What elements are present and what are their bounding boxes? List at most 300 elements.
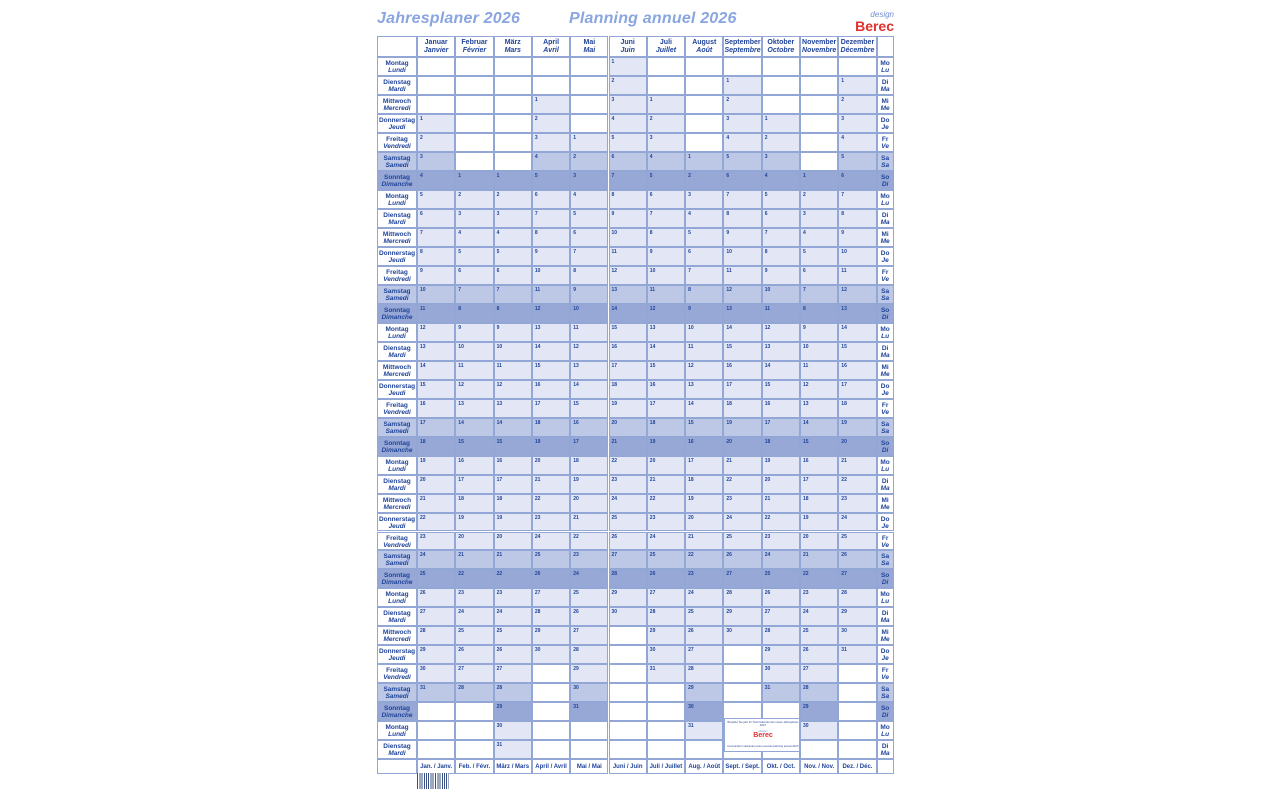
day-cell bbox=[685, 228, 723, 247]
day-number: 26 bbox=[688, 628, 694, 635]
empty-cell bbox=[647, 702, 685, 721]
day-number: 14 bbox=[764, 362, 771, 369]
day-cell bbox=[762, 626, 800, 645]
month-footer bbox=[685, 759, 723, 774]
day-number: 7 bbox=[803, 286, 806, 293]
day-cell bbox=[532, 475, 570, 494]
day-number: 19 bbox=[458, 514, 464, 521]
day-cell bbox=[647, 323, 685, 342]
weekday-german: Mittwoch bbox=[382, 230, 412, 238]
day-cell bbox=[647, 532, 685, 551]
day-number: 31 bbox=[649, 666, 656, 673]
day-number: 9 bbox=[688, 305, 691, 312]
weekday-short-german: Mo bbox=[880, 60, 890, 67]
weekday-short-german: Sa bbox=[881, 686, 890, 694]
day-cell bbox=[685, 361, 723, 380]
day-number: 16 bbox=[534, 381, 541, 388]
day-cell bbox=[762, 228, 800, 247]
weekday-label-left bbox=[377, 133, 417, 152]
weekday-label-left bbox=[377, 399, 417, 418]
day-cell bbox=[532, 247, 570, 266]
day-cell bbox=[609, 57, 647, 76]
weekday-german: Samstag bbox=[383, 154, 411, 162]
day-cell bbox=[494, 190, 532, 209]
day-number: 13 bbox=[496, 400, 503, 407]
day-number: 7 bbox=[688, 267, 691, 274]
day-cell bbox=[762, 152, 800, 171]
day-number: 2 bbox=[764, 134, 768, 141]
day-number: 6 bbox=[726, 172, 730, 179]
day-cell bbox=[762, 475, 800, 494]
day-cell bbox=[685, 513, 723, 532]
weekday-german: Freitag bbox=[386, 667, 408, 675]
weekday-short-french: Me bbox=[880, 636, 890, 644]
day-cell bbox=[494, 380, 532, 399]
day-number: 15 bbox=[534, 362, 541, 369]
weekday-short-french: Je bbox=[881, 123, 889, 131]
day-cell bbox=[838, 437, 876, 456]
empty-cell bbox=[570, 76, 608, 95]
weekday-label-left bbox=[377, 607, 417, 626]
day-number: 14 bbox=[611, 305, 618, 312]
day-cell bbox=[494, 645, 532, 664]
day-number: 28 bbox=[726, 590, 732, 597]
day-cell bbox=[609, 171, 647, 190]
weekday-short-german: Mo bbox=[880, 458, 890, 466]
weekday-label-right bbox=[877, 645, 894, 664]
day-number: 31 bbox=[573, 704, 579, 711]
day-number: 20 bbox=[458, 533, 464, 540]
day-number: 9 bbox=[534, 248, 538, 255]
day-number: 28 bbox=[420, 628, 426, 635]
day-cell bbox=[494, 588, 532, 607]
day-number: 6 bbox=[764, 210, 768, 217]
day-number: 22 bbox=[764, 514, 771, 521]
day-number: 14 bbox=[841, 324, 847, 331]
day-cell bbox=[455, 664, 493, 683]
day-cell bbox=[532, 550, 570, 569]
day-number: 12 bbox=[496, 381, 503, 388]
weekday-short-french: Ma bbox=[880, 218, 890, 226]
day-cell bbox=[570, 645, 608, 664]
day-cell bbox=[762, 209, 800, 228]
day-cell bbox=[762, 664, 800, 683]
weekday-french: Dimanche bbox=[381, 180, 413, 188]
day-number: 8 bbox=[458, 305, 462, 312]
day-number: 22 bbox=[688, 552, 694, 559]
day-cell bbox=[532, 361, 570, 380]
empty-cell bbox=[685, 114, 723, 133]
month-name-french: Mai bbox=[583, 47, 596, 54]
day-number: 25 bbox=[534, 552, 541, 559]
day-number: 23 bbox=[420, 533, 426, 540]
empty-cell bbox=[455, 76, 493, 95]
weekday-label-right bbox=[877, 133, 894, 152]
weekday-label-left bbox=[377, 361, 417, 380]
weekday-short-french: Ma bbox=[880, 484, 890, 492]
empty-cell bbox=[685, 95, 723, 114]
day-number: 24 bbox=[688, 590, 694, 597]
day-number: 19 bbox=[420, 457, 426, 464]
weekday-label-left bbox=[377, 740, 417, 759]
day-number: 10 bbox=[803, 343, 809, 350]
day-number: 21 bbox=[803, 552, 809, 559]
weekday-french: Dimanche bbox=[381, 446, 413, 454]
day-number: 4 bbox=[841, 134, 845, 141]
weekday-label-right bbox=[877, 266, 894, 285]
day-number: 8 bbox=[649, 229, 653, 236]
day-cell bbox=[455, 645, 493, 664]
day-number: 7 bbox=[496, 286, 500, 293]
weekday-label-right bbox=[877, 190, 894, 209]
day-cell bbox=[417, 550, 455, 569]
empty-cell bbox=[723, 683, 761, 702]
day-number: 11 bbox=[458, 362, 464, 369]
day-cell bbox=[609, 114, 647, 133]
day-number: 4 bbox=[764, 172, 768, 179]
day-cell bbox=[494, 721, 532, 740]
day-number: 10 bbox=[458, 343, 464, 350]
month-short-label: Jan. / Janv. bbox=[420, 764, 453, 771]
day-number: 19 bbox=[649, 438, 656, 445]
day-cell bbox=[494, 323, 532, 342]
day-cell bbox=[723, 342, 761, 361]
empty-cell bbox=[455, 152, 493, 171]
weekday-label-right bbox=[877, 304, 894, 323]
day-number: 16 bbox=[841, 362, 847, 369]
day-cell bbox=[838, 228, 876, 247]
day-number: 21 bbox=[573, 514, 579, 521]
month-header bbox=[532, 36, 570, 57]
day-cell bbox=[532, 437, 570, 456]
empty-cell bbox=[455, 114, 493, 133]
day-number: 15 bbox=[803, 438, 809, 445]
empty-cell bbox=[647, 76, 685, 95]
day-number: 24 bbox=[841, 514, 847, 521]
weekday-french: Jeudi bbox=[388, 522, 406, 530]
day-cell bbox=[494, 740, 532, 759]
weekday-short-german: Di bbox=[881, 211, 889, 219]
day-number: 20 bbox=[496, 533, 503, 540]
day-number: 20 bbox=[420, 476, 426, 483]
empty-cell bbox=[417, 76, 455, 95]
day-number: 31 bbox=[688, 723, 694, 730]
empty-cell bbox=[417, 740, 455, 759]
day-cell bbox=[455, 380, 493, 399]
day-number: 19 bbox=[803, 514, 809, 521]
day-number: 28 bbox=[534, 609, 541, 616]
day-cell bbox=[685, 209, 723, 228]
day-cell bbox=[838, 209, 876, 228]
day-cell bbox=[609, 550, 647, 569]
day-number: 2 bbox=[420, 134, 423, 141]
day-number: 28 bbox=[841, 590, 847, 597]
weekday-short-french: Ma bbox=[880, 750, 890, 758]
empty-cell bbox=[685, 76, 723, 95]
weekday-german: Dienstag bbox=[383, 344, 411, 352]
barcode bbox=[417, 773, 449, 789]
day-cell bbox=[417, 607, 455, 626]
day-number: 17 bbox=[611, 362, 618, 369]
day-cell bbox=[494, 569, 532, 588]
day-cell bbox=[417, 532, 455, 551]
day-number: 12 bbox=[803, 381, 809, 388]
day-number: 11 bbox=[688, 343, 694, 350]
day-number: 23 bbox=[534, 514, 541, 521]
day-cell bbox=[762, 399, 800, 418]
day-cell bbox=[532, 645, 570, 664]
day-cell bbox=[762, 361, 800, 380]
day-cell bbox=[762, 494, 800, 513]
day-number: 4 bbox=[649, 153, 653, 160]
day-cell bbox=[838, 475, 876, 494]
weekday-german: Sonntag bbox=[384, 439, 410, 447]
day-cell bbox=[494, 266, 532, 285]
day-number: 26 bbox=[534, 571, 541, 578]
day-number: 29 bbox=[611, 590, 618, 597]
weekday-french: Mardi bbox=[388, 218, 406, 226]
day-cell bbox=[570, 304, 608, 323]
day-number: 24 bbox=[611, 495, 618, 502]
weekday-short-french: Ma bbox=[880, 617, 890, 625]
day-cell bbox=[494, 209, 532, 228]
brand-design-text: design bbox=[870, 10, 894, 19]
weekday-short-german: Sa bbox=[881, 420, 890, 428]
day-number: 3 bbox=[726, 115, 730, 122]
weekday-label-left bbox=[377, 266, 417, 285]
day-cell bbox=[647, 285, 685, 304]
day-cell bbox=[609, 323, 647, 342]
empty-cell bbox=[800, 114, 838, 133]
weekday-german: Mittwoch bbox=[382, 363, 412, 371]
day-cell bbox=[762, 304, 800, 323]
weekday-short-french: Lu bbox=[881, 598, 890, 606]
weekday-label-right bbox=[877, 323, 894, 342]
empty-cell bbox=[647, 721, 685, 740]
day-number: 5 bbox=[649, 172, 653, 179]
weekday-french: Samedi bbox=[385, 693, 409, 701]
month-name-german: April bbox=[543, 39, 560, 46]
day-number: 6 bbox=[688, 248, 691, 255]
day-number: 27 bbox=[649, 590, 656, 597]
weekday-french: Lundi bbox=[388, 332, 406, 340]
day-cell bbox=[647, 228, 685, 247]
weekday-french: Lundi bbox=[388, 199, 406, 207]
day-cell bbox=[762, 190, 800, 209]
day-cell bbox=[762, 513, 800, 532]
day-cell bbox=[838, 133, 876, 152]
empty-cell bbox=[838, 702, 876, 721]
weekday-short-german: Mi bbox=[881, 230, 889, 238]
day-cell bbox=[685, 418, 723, 437]
day-cell bbox=[762, 418, 800, 437]
weekday-german: Sonntag bbox=[384, 705, 410, 713]
day-cell bbox=[570, 456, 608, 475]
month-name-german: Mai bbox=[583, 39, 596, 46]
month-short-label: Aug. / Août bbox=[688, 764, 721, 771]
day-cell bbox=[417, 323, 455, 342]
weekday-short-french: Ve bbox=[881, 674, 889, 682]
day-cell bbox=[800, 664, 838, 683]
day-cell bbox=[570, 285, 608, 304]
empty-cell bbox=[570, 740, 608, 759]
empty-cell bbox=[800, 95, 838, 114]
day-number: 6 bbox=[803, 267, 806, 274]
day-cell bbox=[685, 702, 723, 721]
day-cell bbox=[723, 133, 761, 152]
month-name-german: Dezember bbox=[840, 39, 875, 46]
day-cell bbox=[455, 361, 493, 380]
day-number: 26 bbox=[764, 590, 771, 597]
day-cell bbox=[570, 190, 608, 209]
day-cell bbox=[800, 380, 838, 399]
day-number: 1 bbox=[496, 172, 500, 179]
day-number: 28 bbox=[496, 685, 503, 692]
empty-cell bbox=[685, 133, 723, 152]
day-cell bbox=[762, 171, 800, 190]
day-number: 14 bbox=[573, 381, 579, 388]
day-cell bbox=[455, 247, 493, 266]
weekday-short-french: Sa bbox=[881, 560, 890, 568]
day-cell bbox=[800, 494, 838, 513]
day-number: 17 bbox=[803, 476, 809, 483]
day-cell bbox=[838, 304, 876, 323]
day-cell bbox=[455, 626, 493, 645]
weekday-label-left bbox=[377, 532, 417, 551]
day-number: 3 bbox=[496, 210, 500, 217]
day-cell bbox=[685, 190, 723, 209]
day-number: 23 bbox=[803, 590, 809, 597]
day-cell bbox=[532, 494, 570, 513]
day-number: 5 bbox=[611, 134, 615, 141]
day-number: 3 bbox=[688, 191, 691, 198]
day-number: 4 bbox=[420, 172, 423, 179]
weekday-label-left bbox=[377, 664, 417, 683]
day-number: 27 bbox=[688, 647, 694, 654]
empty-cell bbox=[455, 95, 493, 114]
weekday-german: Sonntag bbox=[384, 173, 410, 181]
day-cell bbox=[647, 114, 685, 133]
day-cell bbox=[685, 399, 723, 418]
day-cell bbox=[417, 380, 455, 399]
day-number: 5 bbox=[841, 153, 845, 160]
day-number: 23 bbox=[611, 476, 618, 483]
day-cell bbox=[723, 171, 761, 190]
day-cell bbox=[723, 76, 761, 95]
day-number: 14 bbox=[458, 419, 464, 426]
day-cell bbox=[417, 475, 455, 494]
day-cell bbox=[455, 323, 493, 342]
day-cell bbox=[800, 456, 838, 475]
day-number: 30 bbox=[726, 628, 732, 635]
weekday-french: Jeudi bbox=[388, 655, 406, 663]
day-cell bbox=[532, 626, 570, 645]
day-number: 19 bbox=[611, 400, 618, 407]
day-cell bbox=[800, 721, 838, 740]
month-name-german: Januar bbox=[424, 39, 448, 46]
day-number: 30 bbox=[688, 704, 694, 711]
day-cell bbox=[455, 532, 493, 551]
day-cell bbox=[762, 588, 800, 607]
weekday-french: Mardi bbox=[388, 351, 406, 359]
day-number: 28 bbox=[803, 685, 809, 692]
day-cell bbox=[570, 228, 608, 247]
day-number: 2 bbox=[726, 96, 730, 103]
day-number: 20 bbox=[764, 476, 771, 483]
day-number: 16 bbox=[649, 381, 656, 388]
day-cell bbox=[685, 494, 723, 513]
day-cell bbox=[494, 626, 532, 645]
weekday-german: Mittwoch bbox=[382, 496, 412, 504]
weekday-short-french: Sa bbox=[881, 427, 890, 435]
day-number: 31 bbox=[496, 742, 503, 749]
day-cell bbox=[494, 361, 532, 380]
weekday-label-right bbox=[877, 588, 894, 607]
empty-cell bbox=[800, 133, 838, 152]
weekday-label-left bbox=[377, 456, 417, 475]
empty-cell bbox=[762, 95, 800, 114]
day-cell bbox=[417, 171, 455, 190]
weekday-label-left bbox=[377, 190, 417, 209]
day-cell bbox=[455, 304, 493, 323]
day-number: 20 bbox=[534, 457, 541, 464]
empty-cell bbox=[723, 664, 761, 683]
day-number: 14 bbox=[649, 343, 656, 350]
day-number: 22 bbox=[573, 533, 579, 540]
day-cell bbox=[723, 209, 761, 228]
weekday-short-french: Ve bbox=[881, 142, 889, 150]
day-number: 25 bbox=[841, 533, 847, 540]
day-cell bbox=[800, 323, 838, 342]
day-number: 3 bbox=[458, 210, 462, 217]
weekday-short-german: Mi bbox=[881, 629, 889, 637]
empty-cell bbox=[762, 76, 800, 95]
day-number: 21 bbox=[611, 438, 618, 445]
empty-cell bbox=[455, 721, 493, 740]
day-cell bbox=[417, 418, 455, 437]
empty-cell bbox=[647, 740, 685, 759]
day-cell bbox=[532, 133, 570, 152]
day-cell bbox=[723, 323, 761, 342]
empty-cell bbox=[609, 721, 647, 740]
day-cell bbox=[838, 513, 876, 532]
weekday-label-right bbox=[877, 171, 894, 190]
day-cell bbox=[609, 76, 647, 95]
day-number: 25 bbox=[726, 533, 732, 540]
weekday-label-left bbox=[377, 342, 417, 361]
weekday-short-french: Lu bbox=[881, 67, 890, 74]
day-cell bbox=[800, 304, 838, 323]
day-cell bbox=[838, 588, 876, 607]
day-number: 19 bbox=[764, 457, 771, 464]
day-number: 4 bbox=[458, 229, 462, 236]
weekday-french: Samedi bbox=[385, 560, 409, 568]
day-number: 24 bbox=[420, 552, 426, 559]
day-number: 17 bbox=[688, 457, 694, 464]
day-number: 19 bbox=[534, 438, 541, 445]
day-cell bbox=[455, 494, 493, 513]
day-number: 3 bbox=[803, 210, 806, 217]
month-header bbox=[494, 36, 532, 57]
weekday-german: Freitag bbox=[386, 401, 408, 409]
weekday-label-right bbox=[877, 152, 894, 171]
weekday-short-french: Di bbox=[881, 313, 889, 321]
weekday-french: Dimanche bbox=[381, 579, 413, 587]
day-number: 18 bbox=[496, 495, 503, 502]
weekday-short-french: Di bbox=[881, 446, 889, 454]
weekday-label-left bbox=[377, 588, 417, 607]
day-number: 6 bbox=[649, 191, 653, 198]
